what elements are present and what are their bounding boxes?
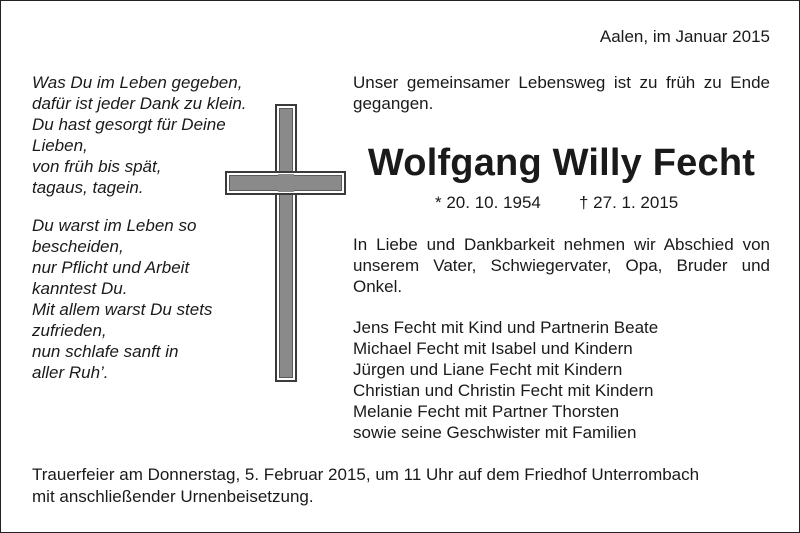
mourners-list	[353, 317, 770, 443]
place-date: Aalen, im Januar 2015	[599, 27, 770, 46]
farewell-text: In Liebe und Dankbarkeit nehmen wir Abschied von unserem Vater, Schwiegervater, Opa, Bruder und Onkel.	[353, 235, 770, 296]
mourner-line: Melanie Fecht mit Partner Thorsten	[353, 402, 620, 421]
mourner-line: Jürgen und Liane Fecht mit Kindern	[353, 360, 623, 379]
cross-vertical-bar	[275, 104, 297, 382]
poem-line: nun schlafe sanft in	[32, 342, 179, 361]
mourner-line: Michael Fecht mit Isabel und Kindern	[353, 339, 633, 358]
poem-line: nur Pflicht und Arbeit	[32, 258, 190, 277]
mourner-line: Jens Fecht mit Kind und Partnerin Beate	[353, 318, 659, 337]
funeral-details-line: Trauerfeier am Donnerstag, 5. Februar 2015, um 11 Uhr auf dem Friedhof Unterrombach	[32, 465, 700, 484]
deceased-name: Wolfgang Willy Fecht	[367, 142, 756, 184]
birth-date: * 20. 10. 1954	[435, 193, 541, 212]
poem-line: zufrieden,	[32, 321, 107, 340]
death-date: † 27. 1. 2015	[579, 193, 679, 212]
poem-line: dafür ist jeder Dank zu klein.	[32, 94, 247, 113]
mourner-line: sowie seine Geschwister mit Familien	[353, 423, 637, 442]
poem-line: tagaus, tagein.	[32, 178, 144, 197]
poem-line: aller Ruh’.	[32, 363, 109, 382]
intro-text: Unser gemeinsamer Lebensweg ist zu früh zu Ende gegangen.	[353, 73, 770, 113]
mourner-line: Christian und Christin Fecht mit Kindern	[353, 381, 654, 400]
poem-line: kanntest Du.	[32, 279, 128, 298]
poem-line: Lieben,	[32, 136, 88, 155]
poem-line: bescheiden,	[32, 237, 124, 256]
latin-cross-icon	[225, 104, 346, 382]
poem-line: Mit allem warst Du stets	[32, 300, 213, 319]
poem-line: Was Du im Leben gegeben,	[32, 73, 243, 92]
poem-line: von früh bis spät,	[32, 157, 162, 176]
poem-line: Du warst im Leben so	[32, 216, 197, 235]
funeral-details-line: mit anschließender Urnenbeisetzung.	[32, 487, 314, 506]
cross-center	[278, 174, 294, 192]
poem-line: Du hast gesorgt für Deine	[32, 115, 226, 134]
funeral-details	[32, 464, 777, 508]
